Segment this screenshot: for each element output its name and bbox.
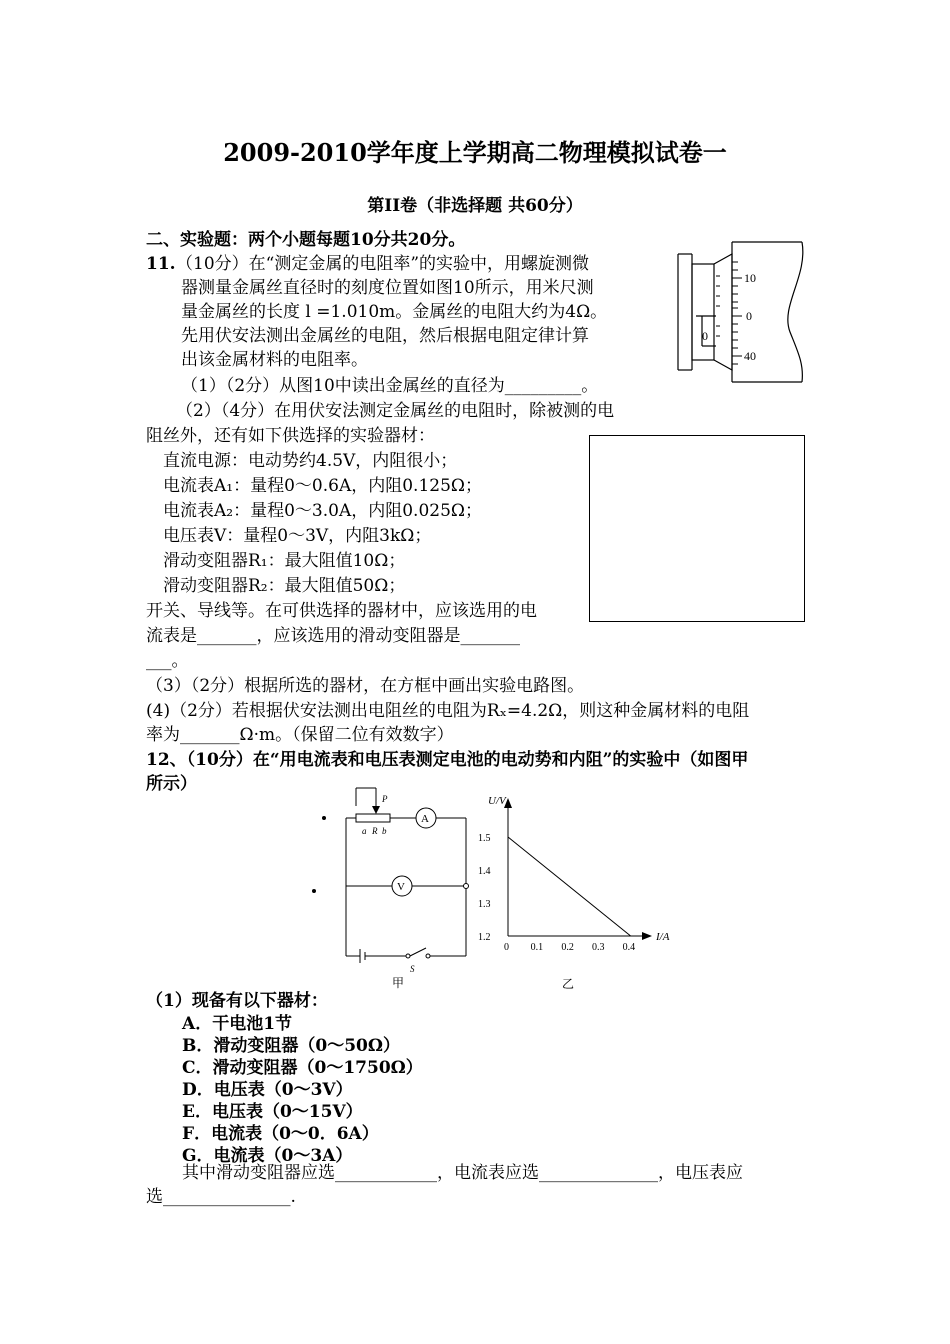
circuit-answer-box[interactable] [589, 435, 805, 622]
q11-text: 先用伏安法测出金属丝的电阻，然后根据电阻定律计算 [181, 326, 589, 346]
x-tick-label: 0.1 [530, 942, 544, 953]
series-line [508, 837, 631, 936]
micrometer-figure [672, 236, 812, 384]
q11-part2: 开关、导线等。在可供选择的器材中，应该选用的电 [146, 601, 537, 621]
micrometer-label: 40 [744, 349, 756, 363]
q12-text: 12、（10分）在“用电流表和电压表测定电池的电动势和内阻”的实验中（如图甲 [146, 750, 749, 770]
q11-part2: 阻丝外，还有如下供选择的实验器材： [146, 426, 435, 446]
q11-part4: (4)（2分）若根据伏安法测出电阻丝的电阻为Rₓ=4.2Ω，则这种金属材料的电阻 [146, 701, 750, 721]
q11-part2: （2）（4分）在用伏安法测定金属丝的电阻时，除被测的电 [176, 401, 615, 421]
x-tick-label: 0.2 [561, 942, 574, 953]
q11-part3: （3）（2分）根据所选的器材，在方框中画出实验电路图。 [146, 676, 585, 696]
section-subtitle: 第II卷（非选择题 共60分） [367, 196, 583, 216]
micrometer-label: 0 [702, 329, 708, 343]
q12-answer-line: 其中滑动变阻器应选____________，电流表应选______________，电压表应 [182, 1163, 743, 1183]
y-tick-label: 1.3 [478, 899, 491, 910]
x-axis-arrow-icon [642, 932, 652, 940]
q11-part4: 率为_______Ω·m。（保留二位有效数字） [146, 725, 454, 745]
equipment-item: 滑动变阻器R₂：最大阻值50Ω； [163, 576, 406, 596]
option-c: C．滑动变阻器（0～1750Ω） [182, 1058, 423, 1078]
equipment-item: 电压表V：量程0～3V，内阻3kΩ； [163, 526, 432, 546]
label-p: P [382, 794, 388, 804]
figure-caption: 乙 [562, 977, 575, 991]
option-a: A．干电池1节 [182, 1014, 293, 1034]
label-a: a [362, 826, 367, 836]
x-tick-label: 0.3 [592, 942, 605, 953]
q12-part1: （1）现备有以下器材： [146, 991, 328, 1011]
y-tick-label: 1.4 [478, 866, 491, 877]
x-axis-label: I/A [656, 931, 670, 943]
equipment-item: 直流电源：电动势约4.5V，内阻很小； [163, 451, 458, 471]
y-axis-label: U/V [488, 795, 506, 807]
equipment-item: 电流表A₁：量程0～0.6A，内阻0.125Ω； [163, 476, 482, 496]
ammeter-icon: A [421, 813, 429, 825]
option-b: B．滑动变阻器（0～50Ω） [182, 1036, 400, 1056]
label-s: S [410, 964, 415, 974]
x-tick-label: 0 [504, 942, 509, 953]
q11-text: 量金属丝的长度 l =1.010m。金属丝的电阻大约为4Ω。 [181, 302, 608, 322]
figure-caption: 甲 [392, 976, 405, 990]
voltmeter-icon: V [397, 881, 405, 893]
q12-answer-line: 选_______________. [146, 1187, 296, 1207]
x-tick-label: 0.4 [622, 942, 636, 953]
option-g: G．电流表（0～3A） [182, 1146, 353, 1166]
label-r: R [372, 826, 378, 836]
y-tick-label: 1.5 [478, 833, 491, 844]
micrometer-label: 0 [746, 309, 752, 323]
q11-part2: ___。 [146, 651, 189, 671]
ui-graph [474, 788, 680, 994]
page-title: 2009-2010学年度上学期高二物理模拟试卷一 [223, 138, 727, 167]
option-e: E．电压表（0～15V） [182, 1102, 363, 1122]
q11-text: （10分）在“测定金属的电阻率”的实验中，用螺旋测微 [176, 254, 590, 274]
q11-text: 器测量金属丝直径时的刻度位置如图10所示，用米尺测 [181, 278, 594, 298]
equipment-item: 电流表A₂：量程0～3.0A，内阻0.025Ω； [163, 501, 482, 521]
label-b: b [382, 826, 387, 836]
equipment-item: 滑动变阻器R₁：最大阻值10Ω； [163, 551, 406, 571]
q11-part2: 流表是_______，应该选用的滑动变阻器是_______ [146, 626, 520, 646]
slider-arrow-icon [372, 806, 380, 814]
question-number: 11. [146, 254, 176, 274]
q12-text: 所示） [146, 774, 197, 794]
option-f: F．电流表（0～0．6A） [182, 1124, 379, 1144]
q11-part1: （1）（2分）从图10中读出金属丝的直径为_________。 [181, 376, 599, 396]
y-tick-label: 1.2 [478, 932, 491, 943]
micrometer-label: 10 [744, 271, 756, 285]
q11-text: 出该金属材料的电阻率。 [181, 350, 368, 370]
option-d: D．电压表（0～3V） [182, 1080, 353, 1100]
section-heading: 二、实验题：两个小题每题10分共20分。 [146, 230, 466, 250]
circuit-diagram [310, 786, 480, 992]
